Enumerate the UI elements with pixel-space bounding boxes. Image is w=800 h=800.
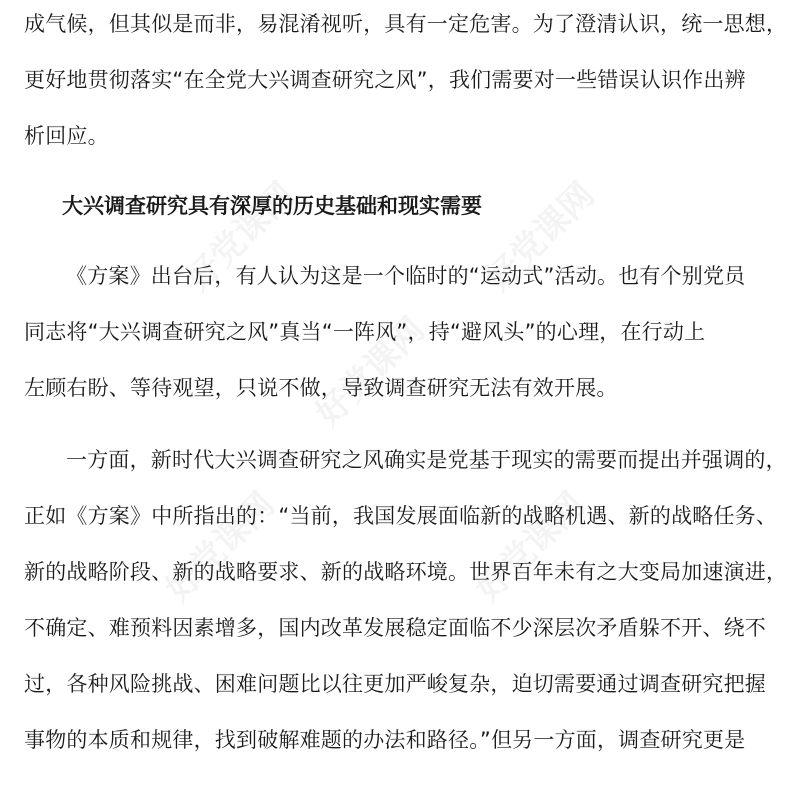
paragraph-line: 析回应。: [24, 124, 109, 148]
paragraph-line: 正如《方案》中所指出的：“当前，我国发展面临新的战略机遇、新的战略任务、: [24, 504, 778, 528]
watermark: 好党课网: [178, 174, 303, 300]
paragraph-line: 左顾右盼、等待观望，只说不做，导致调查研究无法有效开展。: [24, 376, 618, 400]
watermark: 好党课网: [468, 484, 593, 610]
paragraph-line: 事物的本质和规律，找到破解难题的办法和路径。”但另一方面，调查研究更是: [24, 728, 746, 752]
paragraph-line: 更好地贯彻落实“在全党大兴调查研究之风”，我们需要对一些错误认识作出辨: [24, 68, 746, 92]
paragraph-line: 同志将“大兴调查研究之风”真当“一阵风”，持“避风头”的心理，在行动上: [24, 320, 706, 344]
paragraph-line: 一方面，新时代大兴调查研究之风确实是党基于现实的需要而提出并强调的，: [66, 448, 787, 472]
watermark: 好党课网: [158, 484, 283, 610]
watermark: 好党课网: [478, 174, 603, 300]
paragraph-line: 不确定、难预料因素增多，国内改革发展稳定面临不少深层次矛盾躲不开、绕不: [24, 616, 766, 640]
section-heading: 大兴调查研究具有深厚的历史基础和现实需要: [62, 194, 482, 218]
paragraph-line: 成气候，但其似是而非，易混淆视听，具有一定危害。为了澄清认识，统一思想，: [24, 12, 788, 36]
watermark: 好党课网: [308, 309, 433, 435]
paragraph-line: 过，各种风险挑战、困难问题比以往更加严峻复杂，迫切需要通过调查研究把握: [24, 672, 766, 696]
paragraph-line: 新的战略阶段、新的战略要求、新的战略环境。世界百年未有之大变局加速演进，: [24, 560, 788, 584]
paragraph-line: 《方案》出台后，有人认为这是一个临时的“运动式”活动。也有个别党员: [66, 264, 746, 288]
